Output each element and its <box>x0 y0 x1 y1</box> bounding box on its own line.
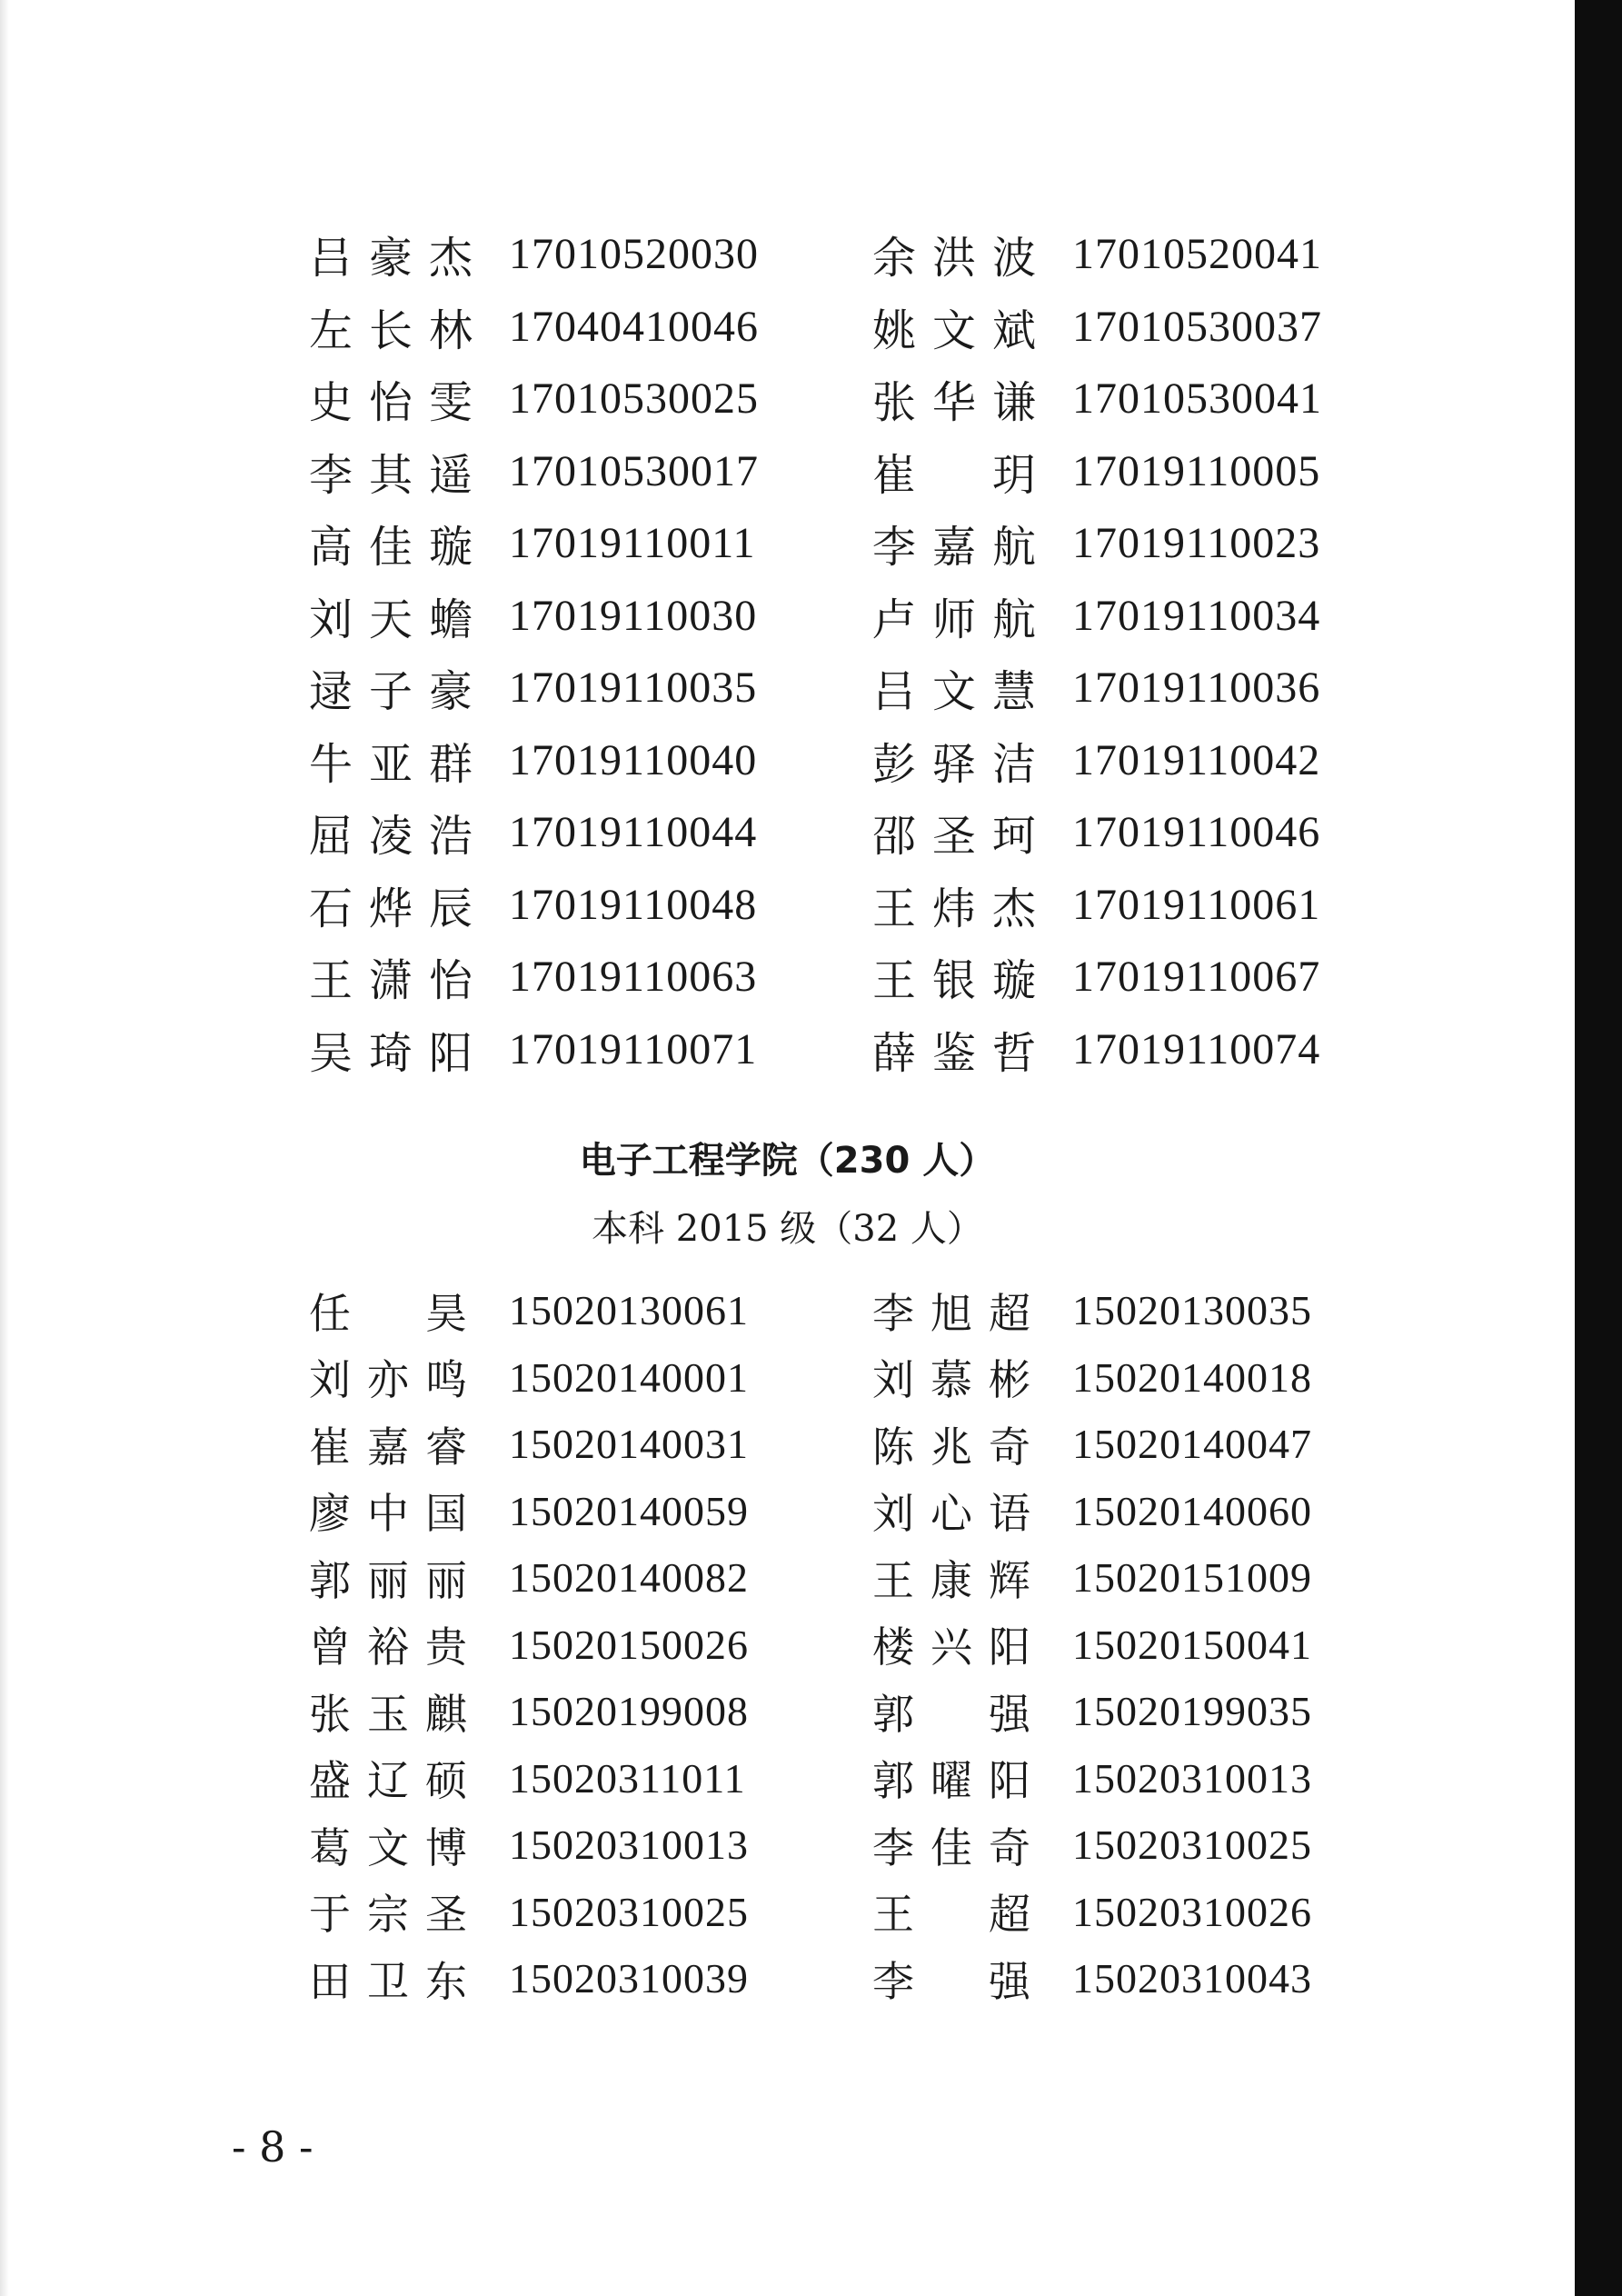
student-name: 任 昊 <box>309 1288 483 1338</box>
student-name: 崔嘉睿 <box>309 1422 483 1472</box>
student-name: 李其遥 <box>309 449 490 501</box>
list-item <box>872 435 1381 508</box>
student-name: 余洪波 <box>872 233 1053 285</box>
list-item <box>872 363 1381 435</box>
student-name: 李 强 <box>872 1956 1047 2006</box>
list-item <box>309 941 818 1013</box>
student-id: 17019110063 <box>509 953 758 1002</box>
student-id: 17019110074 <box>1072 1024 1321 1073</box>
student-name: 牛亚群 <box>309 738 490 790</box>
student-name: 姚文斌 <box>872 304 1053 356</box>
list-item <box>872 218 1381 291</box>
student-id: 15020140001 <box>509 1353 749 1401</box>
list-item <box>309 1013 818 1086</box>
student-name: 郭丽丽 <box>309 1555 483 1605</box>
student-id: 15020140059 <box>509 1487 749 1534</box>
list-item <box>309 1411 818 1478</box>
student-name: 屈凌浩 <box>309 811 490 863</box>
student-id: 17019110040 <box>509 735 758 784</box>
student-name: 李嘉航 <box>872 522 1053 574</box>
student-id: 15020130035 <box>1072 1287 1312 1334</box>
list-item <box>309 796 818 869</box>
list-item <box>309 724 818 797</box>
list-item <box>872 796 1381 869</box>
student-id: 17010530025 <box>509 374 759 424</box>
list-item <box>872 1344 1381 1412</box>
list-item <box>309 1812 818 1879</box>
student-name: 石烨辰 <box>309 883 490 934</box>
list-item <box>872 1678 1381 1745</box>
student-name: 张华谦 <box>872 377 1053 429</box>
list-item <box>309 1612 818 1679</box>
list-item <box>872 1745 1381 1812</box>
student-name: 王银璇 <box>872 955 1053 1007</box>
student-id: 17019110035 <box>509 664 758 713</box>
student-name: 曾裕贵 <box>309 1622 483 1672</box>
student-id: 17019110048 <box>509 880 758 929</box>
list-item <box>309 1879 818 1946</box>
student-id: 17019110011 <box>509 519 756 568</box>
list-item <box>872 1013 1381 1086</box>
student-id: 15020140060 <box>1072 1487 1312 1534</box>
student-name: 刘慕彬 <box>872 1355 1047 1405</box>
list-item <box>872 1411 1381 1478</box>
list-item <box>309 218 818 291</box>
list-item <box>309 1544 818 1612</box>
student-id: 17019110036 <box>1072 664 1321 713</box>
list-item <box>872 941 1381 1013</box>
student-id: 15020310025 <box>509 1888 749 1935</box>
list-item <box>872 1612 1381 1679</box>
right-column <box>872 1277 1381 2012</box>
student-name: 李佳奇 <box>872 1822 1047 1872</box>
student-name: 左长林 <box>309 304 490 356</box>
grade-subtitle: 本科 2015 级（32 人） <box>592 1208 983 1250</box>
student-name: 田卫东 <box>309 1956 483 2006</box>
list-item <box>309 1344 818 1412</box>
student-name: 楼兴阳 <box>872 1622 1047 1672</box>
student-name: 郭曜阳 <box>872 1756 1047 1806</box>
student-name: 王 超 <box>872 1890 1047 1940</box>
student-id: 17019110030 <box>509 591 758 640</box>
student-name: 盛辽硕 <box>309 1756 483 1806</box>
list-item <box>872 580 1381 653</box>
student-id: 15020310043 <box>1072 1955 1312 2002</box>
student-name: 吕豪杰 <box>309 233 490 285</box>
student-id: 15020310039 <box>509 1955 749 2002</box>
student-id: 17019110044 <box>509 808 758 857</box>
student-id: 15020140018 <box>1072 1353 1312 1401</box>
list-item <box>872 507 1381 580</box>
list-item <box>872 652 1381 724</box>
student-name: 于宗圣 <box>309 1890 483 1940</box>
student-name: 刘心语 <box>872 1489 1047 1539</box>
student-name: 吴琦阳 <box>309 1027 490 1079</box>
student-name: 刘亦鸣 <box>309 1355 483 1405</box>
student-name: 郭 强 <box>872 1689 1047 1739</box>
student-name: 史怡雯 <box>309 377 490 429</box>
list-item <box>309 1945 818 2012</box>
left-column <box>309 218 818 1085</box>
student-name: 王炜杰 <box>872 883 1053 934</box>
student-name: 李旭超 <box>872 1288 1047 1338</box>
list-item <box>309 507 818 580</box>
list-item <box>872 291 1381 364</box>
student-id: 15020311011 <box>509 1754 746 1802</box>
student-name: 逯子豪 <box>309 666 490 718</box>
student-id: 17040410046 <box>509 302 759 351</box>
list-item <box>309 869 818 942</box>
student-id: 15020310013 <box>1072 1754 1312 1802</box>
college-title: 电子工程学院（230 人） <box>579 1140 996 1182</box>
left-column <box>309 1277 818 2012</box>
student-name: 廖中国 <box>309 1489 483 1539</box>
student-name: 王潇怡 <box>309 955 490 1007</box>
student-name: 崔 玥 <box>872 449 1053 501</box>
student-name: 卢师航 <box>872 594 1053 645</box>
student-name: 葛文博 <box>309 1822 483 1872</box>
student-id: 17019110023 <box>1072 519 1321 568</box>
student-name: 刘天蟾 <box>309 594 490 645</box>
list-item <box>309 1478 818 1545</box>
list-item <box>309 652 818 724</box>
student-id: 15020151009 <box>1072 1554 1312 1602</box>
student-id: 17019110005 <box>1072 446 1321 495</box>
student-id: 15020130061 <box>509 1287 749 1334</box>
right-column <box>872 218 1381 1085</box>
student-id: 15020140047 <box>1072 1421 1312 1468</box>
student-id: 17019110046 <box>1072 808 1321 857</box>
student-id: 17019110071 <box>509 1024 758 1073</box>
student-id: 17019110067 <box>1072 953 1321 1002</box>
student-name: 高佳璇 <box>309 522 490 574</box>
student-id: 15020150041 <box>1072 1621 1312 1668</box>
list-item <box>872 1945 1381 2012</box>
student-id: 15020310025 <box>1072 1822 1312 1869</box>
list-item <box>872 724 1381 797</box>
list-item <box>309 1277 818 1344</box>
college-student-list <box>309 1277 1381 2012</box>
student-id: 17010520041 <box>1072 230 1322 279</box>
student-id: 15020150026 <box>509 1621 749 1668</box>
page-number: - 8 - <box>232 2122 313 2171</box>
student-id: 17010530041 <box>1072 374 1322 424</box>
list-item <box>309 580 818 653</box>
student-name: 王康辉 <box>872 1555 1047 1605</box>
student-id: 15020199008 <box>509 1688 749 1735</box>
list-item <box>872 1478 1381 1545</box>
student-name: 陈兆奇 <box>872 1422 1047 1472</box>
student-id: 17010520030 <box>509 230 759 279</box>
list-item <box>872 1544 1381 1612</box>
student-name: 薛鉴哲 <box>872 1027 1053 1079</box>
student-name: 邵圣珂 <box>872 811 1053 863</box>
student-id: 15020310013 <box>509 1822 749 1869</box>
list-item <box>309 1678 818 1745</box>
student-id: 17010530017 <box>509 446 759 495</box>
continued-student-list <box>309 218 1381 1085</box>
list-item <box>309 435 818 508</box>
student-id: 17019110061 <box>1072 880 1321 929</box>
list-item <box>872 1879 1381 1946</box>
student-name: 张玉麒 <box>309 1689 483 1739</box>
list-item <box>309 363 818 435</box>
student-name: 吕文慧 <box>872 666 1053 718</box>
student-id: 15020199035 <box>1072 1688 1312 1735</box>
student-id: 17019110034 <box>1072 591 1321 640</box>
list-item <box>309 1745 818 1812</box>
student-name: 彭驿洁 <box>872 738 1053 790</box>
student-id: 15020140031 <box>509 1421 749 1468</box>
student-id: 15020140082 <box>509 1554 749 1602</box>
list-item <box>872 1277 1381 1344</box>
student-id: 15020310026 <box>1072 1888 1312 1935</box>
list-item <box>872 869 1381 942</box>
list-item <box>872 1812 1381 1879</box>
student-id: 17010530037 <box>1072 302 1322 351</box>
scan-edge-right <box>1575 0 1622 2296</box>
student-id: 17019110042 <box>1072 735 1321 784</box>
list-item <box>309 291 818 364</box>
